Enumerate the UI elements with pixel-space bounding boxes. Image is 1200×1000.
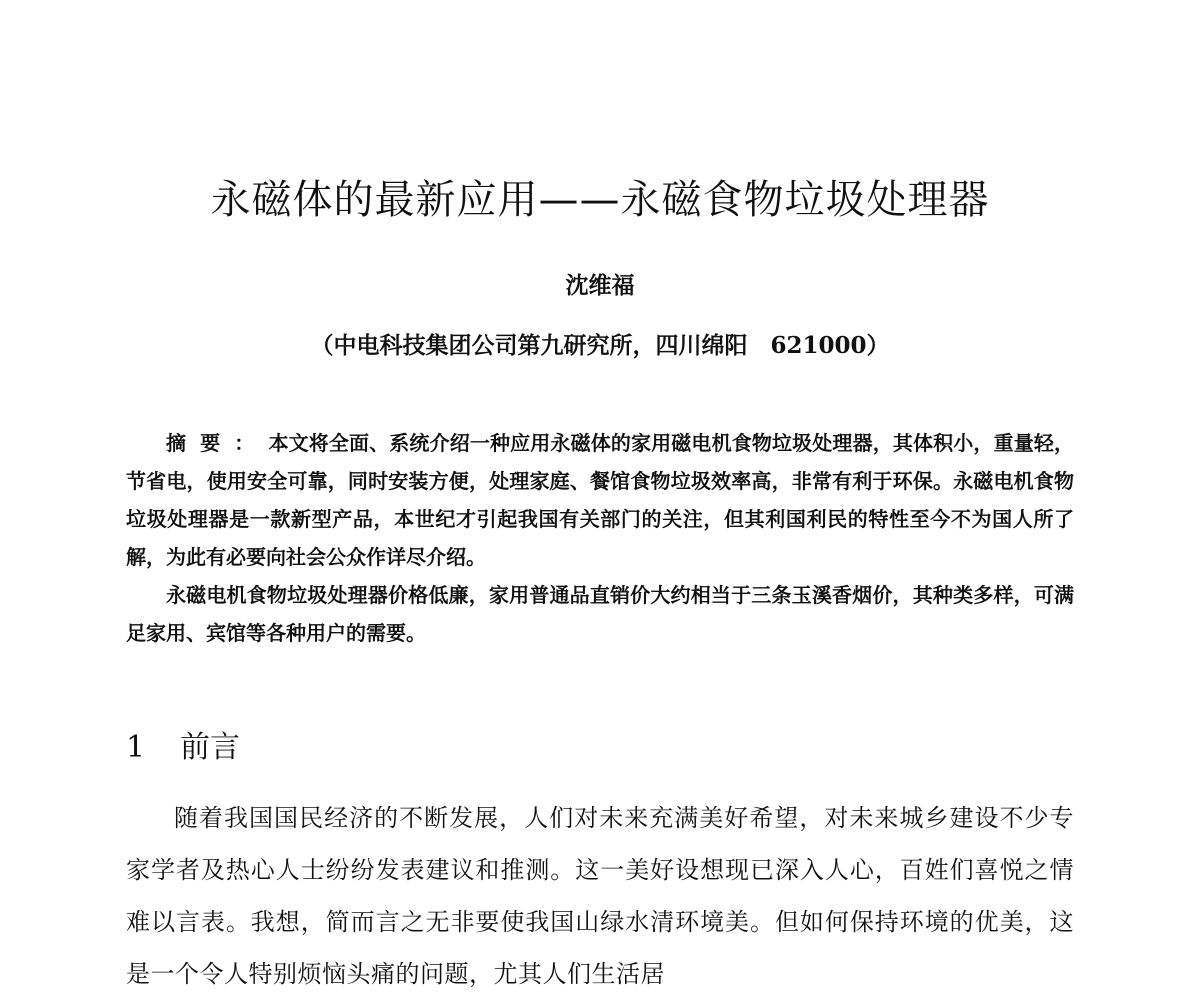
section-heading <box>126 722 240 774</box>
author-affiliation: （中电科技集团公司第九研究所，四川绵阳 621000） <box>310 332 890 359</box>
paper-title: 永磁体的最新应用——永磁食物垃圾处理器 <box>210 177 990 223</box>
abstract-paragraph <box>126 424 1074 576</box>
section-title: 前言 <box>180 730 240 765</box>
abstract-text: 本文将全面、系统介绍一种应用永磁体的家用磁电机食物垃圾处理器，其体积小，重量轻，节省电，使用安全可靠，同时安装方便，处理家庭、餐馆食物垃圾效率高，非常有利于环保。永磁电机食物垃圾处理器是一款新型产品，本世纪才引起我国有关部门的关注，但其利国利民的特性至今不为国人所了解，为此有必要向社会公众作详尽介绍。 <box>126 431 1075 569</box>
author-name: 沈维福 <box>565 272 635 299</box>
abstract-paragraph-2: 永磁电机食物垃圾处理器价格低廉，家用普通品直销价大约相当于三条玉溪香烟价，其种类多样，可满足家用、宾馆等各种用户的需要。 <box>126 583 1074 645</box>
abstract <box>126 424 1074 652</box>
abstract-label: 摘要： <box>166 431 269 455</box>
section-body-paragraph: 随着我国国民经济的不断发展，人们对未来充满美好希望，对未来城乡建设不少专家学者及热心人士纷纷发表建议和推测。这一美好设想现已深入人心，百姓们喜悦之情难以言表。我想，简而言之无非要使我国山绿水清环境美。但如何保持环境的优美，这是一个令人特别烦恼头痛的问题，尤其人们生活居 <box>126 804 1074 988</box>
section-number: 1 <box>126 730 146 765</box>
